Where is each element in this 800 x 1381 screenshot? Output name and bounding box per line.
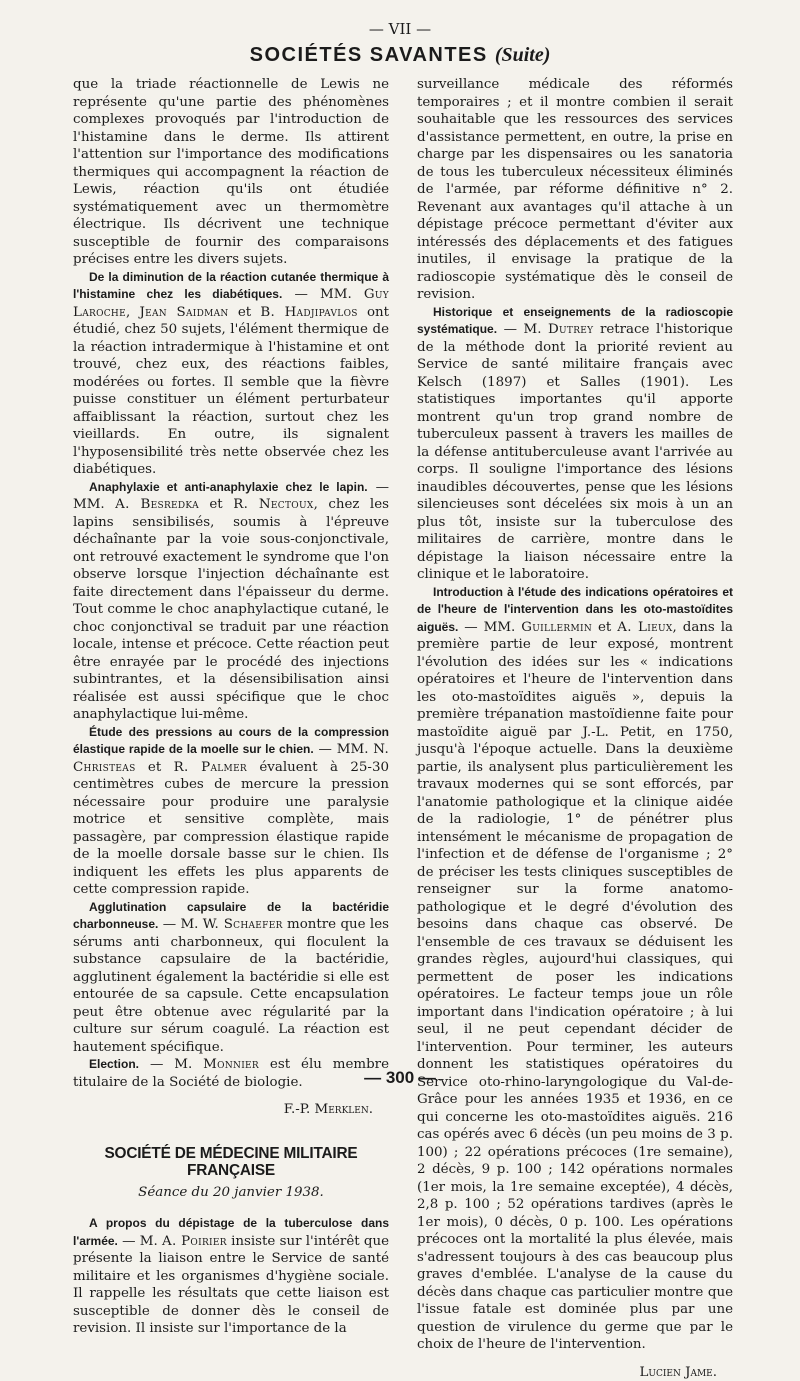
article-body: insiste sur l'intérêt que présente la liaison entre le Service de santé militaire et les organismes d'hygiène sociale. Il rappelle les résultats que cette liaison est susceptible de donner dès le conseil de revision. Il insiste sur l'importance de la	[73, 1234, 389, 1337]
sep: et	[592, 620, 617, 635]
article-body: , dans la première partie de leur exposé, montrent l'évolution des idées sur les « indications opératoires et l'heure de l'intervention dans les oto-mastoïdites aiguës », depuis la première trépanation mastoïdienne faite pour mastoïdite aiguë par J.-L. Petit, en 1750, jusqu'à l'époque actuelle. Dans la deuxième partie, ils analysent plus particulièrement les travaux modernes qui se sont efforcés, par l'anatomie pathologique et la clinique aidée de la radiologie, 1° de pénétrer plus intensément le mécanisme de propagation de l'infection et de défense de l'organisme ; 2° de préciser les tests cliniques susceptibles de renseigner sur la forme anatomo-pathologique et le degré d'évolution des besoins dans chaque cas observé. De l'ensemble de ces travaux se déduisent les grandes règles, aujourd'hui classiques, qui permettent de poser les indications opératoires. Le facteur temps joue un rôle important dans l'indication opératoire ; à lui seul, il ne peut cependant décider de l'intervention. Pour terminer, les auteurs donnent les statistiques opératoires du Service oto-rhino-laryngologique du Val-de-Grâce pour les années 1935 et 1936, en ce qui concerne les oto-mastoïdites aiguës. 216 cas opérés avec 6 décès (un peu moins de 3 p. 100) ; 22 opérations précoces (1re semaine), 2 décès, 9 p. 100 ; 142 opérations normales (1er mois, la 1re semaine exceptée), 4 décès, 2,8 p. 100 ; 52 opérations tardives (après le 1er mois), 0 décès, 0 p. 100. Les opérations précoces ont la mortalité la plus élevée, mais s'adressent toujours à des cas beaucoup plus graves d'emblée. L'analyse de la cause du décès dans chaque cas particulier montre que l'issue fatale est dominée plus par une question de virulence du germe que par le choix de l'heure de l'intervention.	[417, 620, 733, 1353]
dash: — M.	[497, 322, 548, 337]
signature: Lucien Jame.	[417, 1364, 717, 1381]
article-radioscopie	[417, 304, 733, 584]
sep: et	[229, 305, 261, 320]
society-title: SOCIÉTÉ DE MÉDECINE MILITAIRE FRANÇAISE	[73, 1145, 389, 1180]
article-body: retrace l'historique de la méthode dont la priorité revient au Service de santé militaire français avec Kelsch (1897) et Salles (1901). Les statistiques importantes qu'il apporte montrent qu'un trop grand nombre de tuberculeux passent à travers les mailles de la défense antituberculeuse avant l'arrivée au corps. Il souligne l'importance des lésions inaudibles découvertes, pense que les lésions silencieuses sont décelées six mois à un an plus tôt, insiste sur la tuberculose des militaires de carrière, montre dans le dépistage la liaison nécessaire entre la clinique et le laboratoire.	[417, 322, 733, 582]
article-pressions	[73, 724, 389, 899]
author: Jean Saidman	[139, 305, 228, 320]
seance-date: Séance du 20 janvier 1938.	[73, 1184, 389, 1202]
author: Monnier	[203, 1057, 259, 1072]
roman-page-number: — VII —	[0, 20, 800, 38]
author: Dutrey	[548, 322, 593, 337]
dash: — MM.	[73, 480, 389, 513]
author: Guillermin	[521, 620, 592, 635]
section-title: SOCIÉTÉS SAVANTES	[250, 44, 488, 66]
sep: ,	[126, 305, 139, 320]
section-heading	[0, 44, 800, 67]
author: R. Palmer	[174, 760, 247, 775]
left-column	[73, 76, 389, 1338]
article-body: évaluent à 25-30 centimètres cubes de mercure la pression nécessaire pour produire une paralysie motrice et sensitive complète, mais passagère, par compression élastique rapide de la moelle dorsale basse sur le chien. Ils indiquent les effets les plus apparents de cette compression rapide.	[73, 760, 389, 898]
dash: — MM.	[314, 742, 374, 757]
author: Guy Laroche	[73, 287, 389, 320]
article-agglutination	[73, 899, 389, 1057]
article-title: Introduction à l'étude des indications opératoires et de l'heure de l'intervention dans les oto-mastoïdites aiguës.	[417, 585, 733, 634]
article-title: Anaphylaxie et anti-anaphylaxie chez le lapin.	[89, 480, 368, 494]
article-body: montre que les sérums anti charbonneux, qui floculent la substance capsulaire de la bactéridie, agglutinent également la bactéridie si elle est entourée de sa capsule. Cette encapsulation peut être obtenue avec régularité par la culture sur sérum coagulé. La réaction est hautement spécifique.	[73, 917, 389, 1055]
article-title: Étude des pressions au cours de la compression élastique rapide de la moelle sur le chien.	[73, 725, 389, 757]
article-anaphylaxie	[73, 479, 389, 724]
right-paragraph-continued: surveillance médicale des réformés temporaires ; et il montre combien il serait souhaitable que les ressources des services d'assistance permettent, en outre, la prise en charge par les dispensaires ou les sanatoria de tous les tuberculeux nécessiteux éliminés de l'armée, par réforme définitive n° 2. Revenant aux avantages qu'il attache à un dépistage précoce permettant d'éviter aux intéressés des déplacements et des fatigues inutiles, il envisage la pratique de la radioscopie systématique dès le conseil de revision.	[417, 76, 733, 304]
section-title-suite: (Suite)	[495, 44, 551, 66]
signature: F.-P. Merklen.	[73, 1101, 373, 1119]
article-diabetes	[73, 269, 389, 479]
dash: — MM.	[282, 287, 364, 302]
left-paragraph-continued: que la triade réactionnelle de Lewis ne représente qu'une partie des phénomènes complexes provoqués par l'introduction de l'histamine dans le derme. Ils attirent l'attention sur l'importance des modifications thermiques qui accompagnent la réaction de Lewis, réaction qu'ils ont étudiée systématiquement avec un thermomètre électrique. Ils décrivent une technique susceptible de fournir des comparaisons précises entre les divers sujets.	[73, 76, 389, 269]
author: B. Hadjipavlos	[260, 305, 357, 320]
dash: — M.	[118, 1234, 162, 1249]
sep: et	[199, 497, 233, 512]
article-oto-mastoidites	[417, 584, 733, 1354]
dash: — M.	[139, 1057, 203, 1072]
article-title: Agglutination capsulaire de la bactéridie charbonneuse.	[73, 900, 389, 932]
sep: et	[136, 760, 174, 775]
article-body: ont étudié, chez 50 sujets, l'élément thermique de la réaction intradermique à l'histamine et ont trouvé, chez eux, des réactions faibles, modérées ou fortes. Il semble que la fièvre puisse constituer un élément perturbateur affaiblissant la réaction, surtout chez les vieillards. En outre, ils signalent l'hyposensibilité très nette observée chez les diabétiques.	[73, 305, 389, 478]
article-title: A propos du dépistage de la tuberculose dans l'armée.	[73, 1216, 389, 1248]
article-title: De la diminution de la réaction cutanée thermique à l'histamine chez les diabétiques.	[73, 270, 389, 302]
author: A. Besredka	[115, 497, 199, 512]
dash: — MM.	[458, 620, 521, 635]
article-title: Historique et enseignements de la radioscopie systématique.	[417, 305, 733, 337]
article-title: Election.	[89, 1057, 139, 1071]
article-body: est élu membre titulaire de la Société de biologie.	[73, 1057, 389, 1090]
article-body: , chez les lapins sensibilisés, soumis à l'épreuve déchaînante par la voie sous-conjonctivale, ont retrouvé exactement le syndrome que l'on observe lorsque l'injection déchaînante est faite directement dans l'épaisseur du derme. Tout comme le choc anaphylactique cutané, le choc conjonctival se traduit par une réaction locale, intense et précoce. Cette réaction peut être enrayée par le procédé des injections subintrantes, et la désensibilisation ainsi réalisée est aussi spécifique que le choc anaphylactique lui-même.	[73, 497, 389, 722]
dash: — M.	[158, 917, 202, 932]
author: A. Poirier	[162, 1234, 227, 1249]
author: W. Schaefer	[203, 917, 283, 932]
right-column	[417, 76, 733, 1381]
author: N. Christeas	[73, 742, 389, 775]
author: R. Nectoux	[233, 497, 313, 512]
article-depistage	[73, 1215, 389, 1338]
author: A. Lieux	[617, 620, 672, 635]
page-number: — 300 —	[0, 1068, 800, 1088]
